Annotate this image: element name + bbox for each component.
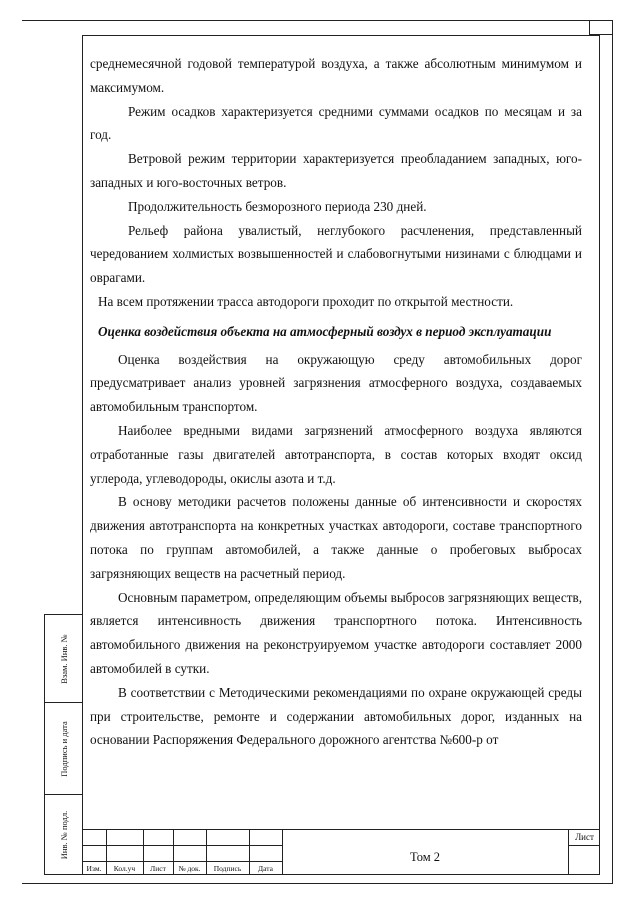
sheet-label: Лист [575,832,594,842]
paragraph: Оценка воздействия на окружающую среду автомобильных дорог предусматривает анализ уровней загрязнения атмосферного воздуха, создаваемых автомобильным транспортом. [90,351,582,415]
paragraph: Рельеф района увалистый, неглубокого расчленения, представленный чередованием холмистых возвышенностей и слабовогнутыми низинами с блюдцами и оврагами. [90,222,582,286]
paragraph: Наиболее вредными видами загрязнений атмосферного воздуха являются отработанные газы двигателей автотранспорта, в состав которых входят оксид углерода, углеводороды, окислы азота и т.д. [90,422,582,486]
paragraph: Продолжительность безморозного периода 230 дней. [128,198,427,214]
paragraph: Ветровой режим территории характеризуется преобладанием западных, юго-западных и юго-восточных ветров. [90,151,582,190]
paragraph: Режим осадков характеризуется средними суммами осадков по месяцам и за год. [90,103,582,143]
side-label-vzam: Взам. Инв. № [58,633,69,684]
section-heading: Оценка воздействия объекта на атмосферный воздух в период эксплуатации [98,323,552,339]
stamp-line [568,845,600,846]
side-cell-podpis [45,703,82,795]
title-block [82,829,600,875]
paragraph: В основу методики расчетов положены данные об интенсивности и скоростях движения автотранспорта на конкретных участках автодороги, составе транспортного потока по группам автомобилей, а также данные о пробеговых выбросах загрязняющих веществ на расчетный период. [90,494,582,581]
side-label-podpis: Подпись и дата [58,720,69,777]
side-stamp [44,614,82,875]
stamp-col-data: Дата [258,864,273,873]
paragraph: среднемесячной годовой температурой воздуха, а также абсолютным минимумом и максимумом. [90,56,582,95]
stamp-col-podp: Подпись [213,864,242,873]
doc-title: Том 2 [410,850,440,864]
stamp-col-kol: Кол.уч [113,864,136,873]
paragraph: Основным параметром, определяющим объемы выбросов загрязняющих веществ, является интенсивность движения транспортного потока. Интенсивность автомобильного движения на реконструируемом участке автодороги составляет 2000 автомобилей в сутки. [90,589,582,676]
stamp-line [82,861,282,862]
stamp-col-list: Лист [150,864,166,873]
side-label-inv: Инв. № подл. [58,810,69,860]
side-cell-vzam [45,615,82,703]
sheet-corner-tab [589,20,613,35]
stamp-col-ndok: № док. [178,864,201,873]
side-cell-inv [45,795,82,875]
paragraph: На всем протяжении трасса автодороги проходит по открытой местности. [98,293,514,309]
stamp-line [82,845,282,846]
paragraph: В соответствии с Методическими рекомендациями по охране окружающей среды при строительстве, ремонте и содержании автомобильных дорог, изданных на основании Распоряжения Федерального дорожного агентства №600-р от [90,684,582,748]
document-body [90,52,582,752]
stamp-col-izm: Изм. [86,864,102,873]
